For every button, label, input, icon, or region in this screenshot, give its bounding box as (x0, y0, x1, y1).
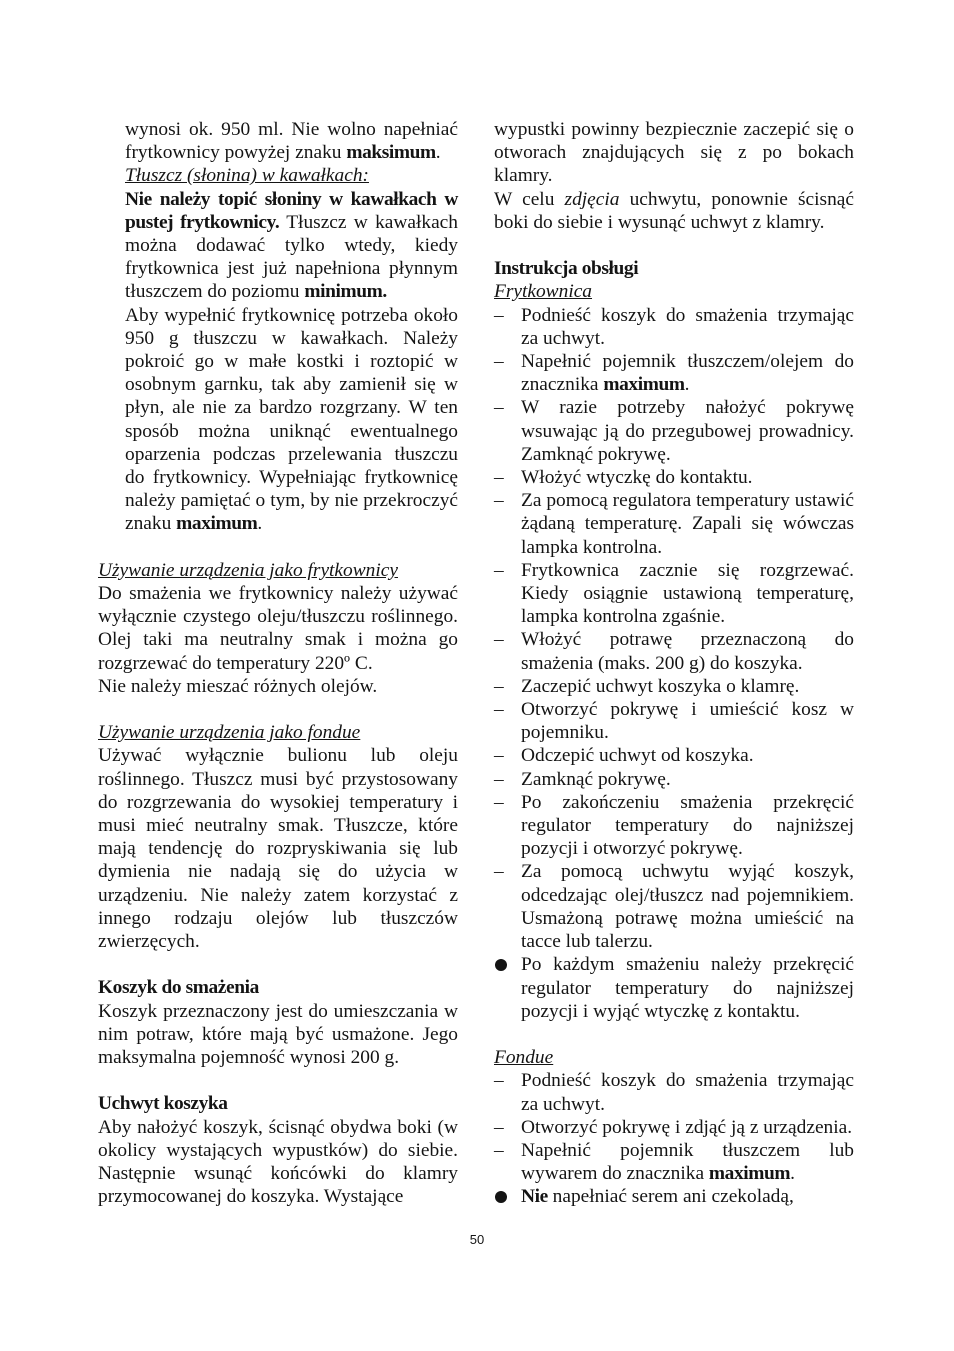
dash-marker: – (494, 351, 504, 373)
paragraph-oil-volume: wynosi ok. 950 ml. Nie wolno napełniać frytkownicy powyżej znaku maksimum. (125, 119, 458, 164)
list-item: – Włożyć wtyczkę do kontaktu. (494, 467, 753, 489)
subheading-fryer-use: Używanie urządzenia jako frytkownicy (98, 559, 398, 581)
bullet-dot-icon (495, 959, 507, 971)
dash-marker: – (494, 304, 504, 326)
right-column (494, 118, 854, 1209)
dash-marker: – (494, 1139, 504, 1161)
dash-marker: – (494, 791, 504, 813)
list-item: – Napełnić pojemnik tłuszczem/olejem do znacznika maximum. (494, 351, 854, 396)
spacer (98, 536, 458, 559)
page-number: 50 (469, 1232, 485, 1247)
subheading-fondue: Fondue (494, 1047, 554, 1069)
paragraph-handle-continued: wypustki powinny bezpiecznie zaczepić się o otworach znajdujących się z po bokach klamry. (494, 119, 854, 187)
heading-instructions: Instrukcja obsługi (494, 258, 639, 280)
list-item: – Podnieść koszyk do smażenia trzymając za uchwyt. (494, 1070, 854, 1115)
spacer (98, 953, 458, 976)
paragraph-basket: Koszyk przeznaczony jest do umieszczania w nim potraw, które mają być usmażone. Jego maksymalna pojemność wynosi 200 g. (98, 1000, 458, 1069)
list-item: – Za pomocą regulatora temperatury ustawić żądaną temperaturę. Zapali się wówczas lampka kontrolna. (494, 490, 854, 558)
spacer (494, 1023, 854, 1046)
paragraph-no-mixing: Nie należy mieszać różnych olejów. (98, 675, 378, 697)
paragraph-basket-handle: Aby nałożyć koszyk, ścisnąć obydwa boki (w okolicy wystających wypustków) do siebie. Następnie wsunąć końcówki do klamry przymocowanej do koszyka. Wystające (98, 1116, 458, 1208)
list-item: – Napełnić pojemnik tłuszczem lub wywarem do znacznika maximum. (494, 1139, 854, 1185)
dash-marker: – (494, 745, 504, 767)
paragraph-fondue-oil: Używać wyłącznie bulionu lub oleju roślinnego. Tłuszcz musi być przystosowany do rozgrzewania do wysokiej temperatury i musi mieć neutralny smak. Tłuszcze, które mają tendencję do rozpryskiwania się lub dymienia nie nadają się do użycia w urządzeniu. Nie należy zatem korzystać z innego rodzaju olejów lub tłuszczów zwierzęcych. (98, 745, 458, 953)
list-item: – Za pomocą uchwytu wyjąć koszyk, odcedzając olej/tłuszcz nad pojemnikiem. Usmażoną potrawę można umieścić na tacce lub talerzu. (494, 861, 854, 953)
subheading-fryer: Frytkownica (494, 281, 593, 303)
list-item: – Podnieść koszyk do smażenia trzymając za uchwyt. (494, 304, 854, 349)
spacer (98, 698, 458, 721)
heading-basket: Koszyk do smażenia (98, 977, 259, 999)
list-item: – W razie potrzeby nałożyć pokrywę wsuwając ją do przegubowej prowadnicy. Zamknąć pokrywę. (494, 397, 854, 465)
list-item: Po każdym smażeniu należy przekręcić regulator temperatury do najniższej pozycji i wyjąć wtyczkę z kontaktu. (494, 953, 854, 1023)
dash-marker: – (494, 559, 504, 581)
subheading-fondue-use: Używanie urządzenia jako fondue (98, 722, 361, 744)
bullet-dot-icon (495, 1191, 507, 1203)
list-item: – Włożyć potrawę przeznaczoną do smażenia (maks. 200 g) do koszyka. (494, 629, 854, 674)
list-item: – Frytkownica zacznie się rozgrzewać. Kiedy osiągnie ustawioną temperaturę, lampka kontrolna zgaśnie. (494, 559, 854, 628)
dash-marker: – (494, 699, 504, 721)
spacer (494, 234, 854, 257)
left-column (98, 118, 458, 1208)
list-item: – Otworzyć pokrywę i zdjąć ją z urządzenia. (494, 1116, 853, 1138)
paragraph-lard-warning: Nie należy topić słoniny w kawałkach w pustej frytkownicy. Tłuszcz w kawałkach można dodawać tylko wtedy, kiedy frytkownica jest już napełniona płynnym tłuszczem do poziomu minimum. (125, 188, 458, 303)
paragraph-lard-fill: Aby wypełnić frytkownicę potrzeba około 950 g tłuszczu w kawałkach. Należy pokroić go w małe kostki i roztopić w osobnym garnku, tak aby zamienił się w płyn, ale nie za bardzo rozgrzany. W ten sposób można uniknąć ewentualnego oparzenia podczas przelewania tłuszczu do frytkownicy. Wypełniając frytkownicę należy pamiętać o tym, by nie przekroczyć znaku maximum. (125, 304, 458, 535)
subheading-lard: Tłuszcz (słonina) w kawałkach: (125, 165, 369, 187)
dash-marker: – (494, 490, 504, 512)
heading-basket-handle: Uchwyt koszyka (98, 1093, 228, 1115)
dash-marker: – (494, 1116, 504, 1138)
list-item: – Zaczepić uchwyt koszyka o klamrę. (494, 675, 800, 697)
list-item: – Po zakończeniu smażenia przekręcić regulator temperatury do najniższej pozycji i otworzyć pokrywę. (494, 791, 854, 860)
paragraph-handle-removal: W celu zdjęcia uchwytu, ponownie ścisnąć boki do siebie i wysunąć uchwyt z klamry. (494, 188, 854, 233)
dash-marker: – (494, 397, 504, 419)
paragraph-fryer-oil: Do smażenia we frytkownicy należy używać wyłącznie czystego oleju/tłuszczu roślinnego. Olej taki ma neutralny smak i można go rozgrzewać do temperatury 220º C. (98, 583, 458, 674)
dash-marker: – (494, 629, 504, 651)
list-item: – Zamknąć pokrywę. (494, 768, 671, 790)
list-item: – Odczepić uchwyt od koszyka. (494, 745, 754, 767)
list-item: – Otworzyć pokrywę i umieścić kosz w pojemniku. (494, 699, 854, 744)
dash-marker: – (494, 861, 504, 883)
dash-marker: – (494, 1070, 504, 1092)
spacer (98, 1069, 458, 1092)
dash-marker: – (494, 467, 504, 489)
dash-marker: – (494, 675, 504, 697)
list-item: Nie napełniać serem ani czekoladą, (494, 1185, 854, 1208)
dash-marker: – (494, 768, 504, 790)
